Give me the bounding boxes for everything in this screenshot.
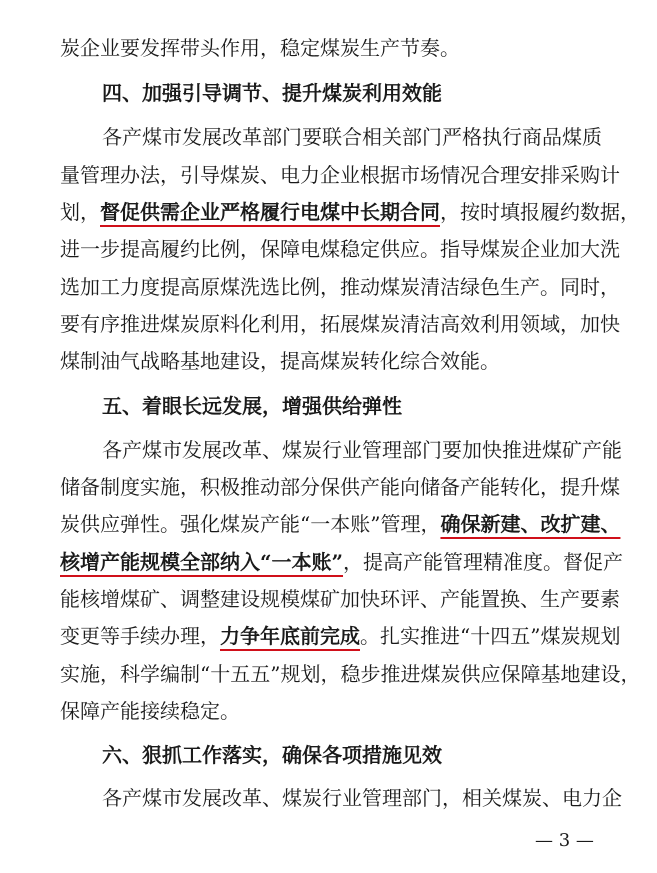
paragraph-line: 各产煤市发展改革、煤炭行业管理部门要加快推进煤矿产能: [102, 438, 622, 462]
paragraph-line: [60, 621, 621, 651]
paragraph-line: 各产煤市发展改革部门要联合相关部门严格执行商品煤质: [102, 125, 602, 149]
text-segment: ，提高产能管理精准度。督促产: [343, 550, 624, 574]
underlined-emphasis: 确保新建、改扩建、: [440, 512, 621, 536]
text-segment: ，按时填报履约数据，: [440, 200, 640, 224]
paragraph-line: 煤制油气战略基地建设，提高煤炭转化综合效能。: [60, 349, 500, 373]
paragraph-line: [60, 509, 621, 539]
paragraph-line: [60, 547, 624, 577]
text-segment: 变更等手续办理，: [60, 624, 220, 648]
paragraph-line: 能核增煤矿、调整建设规模煤矿加快环评、产能置换、生产要素: [60, 587, 620, 611]
paragraph-line: [60, 197, 640, 227]
paragraph-line: 实施，科学编制“十五五”规划，稳步推进煤炭供应保障基地建设，: [60, 662, 641, 686]
text-segment: 。扎实推进“十四五”煤炭规划: [360, 624, 621, 648]
page-number: — 3 —: [535, 830, 594, 851]
underlined-emphasis: 力争年底前完成: [220, 624, 360, 648]
paragraph-line: 储备制度实施，积极推动部分保供产能向储备产能转化，提升煤: [60, 475, 620, 499]
paragraph-line: 选加工力度提高原煤洗选比例，推动煤炭清洁绿色生产。同时，: [60, 275, 620, 299]
text-segment: 划，: [60, 200, 100, 224]
paragraph-line: 量管理办法，引导煤炭、电力企业根据市场情况合理安排采购计: [60, 163, 620, 187]
section-heading: 五、着眼长远发展，增强供给弹性: [102, 394, 402, 418]
text-segment: 炭供应弹性。强化煤炭产能“一本账”管理，: [60, 512, 441, 536]
underlined-emphasis: 督促供需企业严格履行电煤中长期合同: [100, 200, 440, 224]
underlined-emphasis: 核增产能规模全部纳入“一本账”: [60, 550, 344, 574]
paragraph-line: 进一步提高履约比例，保障电煤稳定供应。指导煤炭企业加大洗: [60, 237, 620, 261]
paragraph-line: 各产煤市发展改革、煤炭行业管理部门，相关煤炭、电力企: [102, 786, 622, 810]
section-heading: 六、狠抓工作落实，确保各项措施见效: [102, 743, 442, 767]
paragraph-line: 炭企业要发挥带头作用，稳定煤炭生产节奏。: [60, 36, 460, 60]
section-heading: 四、加强引导调节、提升煤炭利用效能: [102, 81, 442, 105]
paragraph-line: 要有序推进煤炭原料化利用，拓展煤炭清洁高效利用领域，加快: [60, 312, 620, 336]
paragraph-line: 保障产能接续稳定。: [60, 699, 240, 723]
